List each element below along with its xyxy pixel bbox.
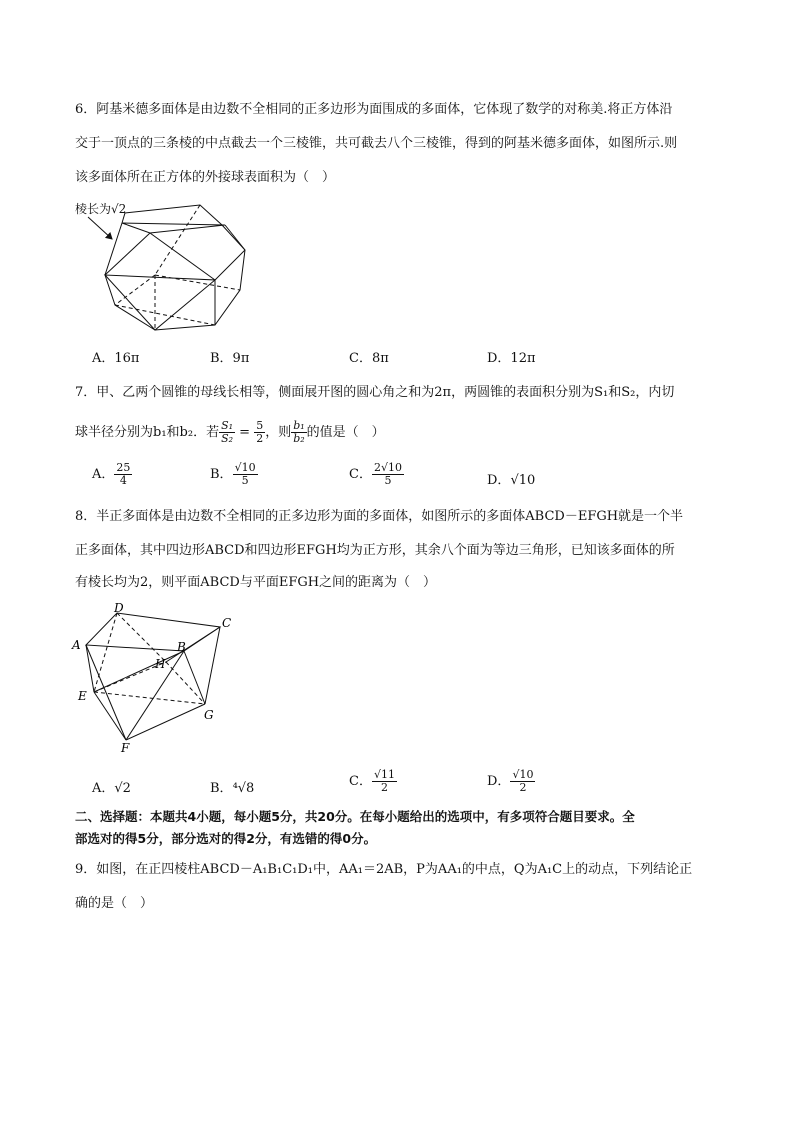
q7-line-1: 7．甲、乙两个圆锥的母线长相等，侧面展开图的圆心角之和为2π，两圆锥的表面积分别为S₁和S₂，内切 [75, 385, 675, 400]
ratio-b1-b2: $\frac{\text{b₁}}{\text{b₂}}$ [293, 419, 305, 445]
q6-line-2: 交于一顶点的三条棱的中点截去一个三棱锥，共可截去八个三棱锥，得到的阿基米德多面体，如图所示.则 [75, 136, 678, 151]
vertex-label-e: E [78, 689, 87, 703]
vertex-label-b: B [177, 640, 186, 654]
vertex-label-h: H [155, 657, 166, 671]
q6-figure-label: 棱长为√2 [75, 202, 127, 216]
q8-line-1: 8．半正多面体是由边数不全相同的正多边形为面的多面体，如图所示的多面体ABCD－EFGH就是一个半 [75, 509, 684, 524]
q7-option-a[interactable]: A． $\frac{25}{4}$ [92, 461, 131, 487]
vertex-label-f: F [121, 741, 130, 755]
section-2-heading-line-1: 二、选择题：本题共4小题，每小题5分，共20分。在每小题给出的选项中，有多项符合题目要求。全 [75, 809, 635, 824]
q6-option-a[interactable]: A．16π [92, 351, 140, 366]
q8-option-a[interactable]: A．√2 [92, 781, 131, 796]
ratio-five-halves: $\frac{5}{2}$ [256, 419, 264, 445]
q8-polyhedron-figure [65, 595, 245, 760]
q8-option-b[interactable]: B．⁴√8 [210, 781, 255, 796]
vertex-label-d: D [114, 601, 124, 615]
q9-line-1: 9．如图，在正四棱柱ABCD－A₁B₁C₁D₁中，AA₁＝2AB，P为AA₁的中点，Q为A₁C上的动点，下列结论正 [75, 862, 693, 877]
q6-option-c[interactable]: C．8π [349, 351, 389, 366]
q6-line-1: 6．阿基米德多面体是由边数不全相同的正多边形为面围成的多面体，它体现了数学的对称美.将正方体沿 [75, 102, 673, 117]
vertex-label-g: G [204, 708, 214, 722]
q6-line-3: 该多面体所在正方体的外接球表面积为（ ） [75, 170, 336, 185]
vertex-label-a: A [72, 638, 81, 652]
q7-option-d[interactable]: D．√10 [487, 473, 536, 488]
q8-line-3: 有棱长均为2，则平面ABCD与平面EFGH之间的距离为（ ） [75, 575, 437, 590]
vertex-label-c: C [222, 616, 232, 630]
q9-line-2: 确的是（ ） [75, 896, 154, 911]
q8-line-2: 正多面体，其中四边形ABCD和四边形EFGH均为正方形，其余八个面为等边三角形，已知该多面体的所 [75, 543, 675, 558]
ratio-s1-s2: $\frac{\text{S₁}}{\text{S₂}}$ [221, 419, 234, 445]
q8-option-c[interactable]: C． $\frac{√11}{2}$ [349, 768, 395, 794]
q7-option-b[interactable]: B． $\frac{√10}{5}$ [210, 461, 256, 487]
section-2-heading-line-2: 部选对的得5分，部分选对的得2分，有选错的得0分。 [75, 831, 377, 846]
q8-option-d[interactable]: D． $\frac{√10}{2}$ [487, 768, 534, 794]
q7-option-c[interactable]: C． $\frac{2√10}{5}$ [349, 461, 402, 487]
q6-option-d[interactable]: D．12π [487, 351, 536, 366]
q6-option-b[interactable]: B．9π [210, 351, 250, 366]
q6-polyhedron-figure [70, 195, 260, 340]
q7-line-2: 球半径分别为b₁和b₂．若 $\frac{\text{S₁}}{\text{S₂}}$ = $\frac{5}{2}$ ，则 $\frac{\text{b₁}}{\text{b₂}}$ 的值是（ ） [75, 419, 385, 445]
